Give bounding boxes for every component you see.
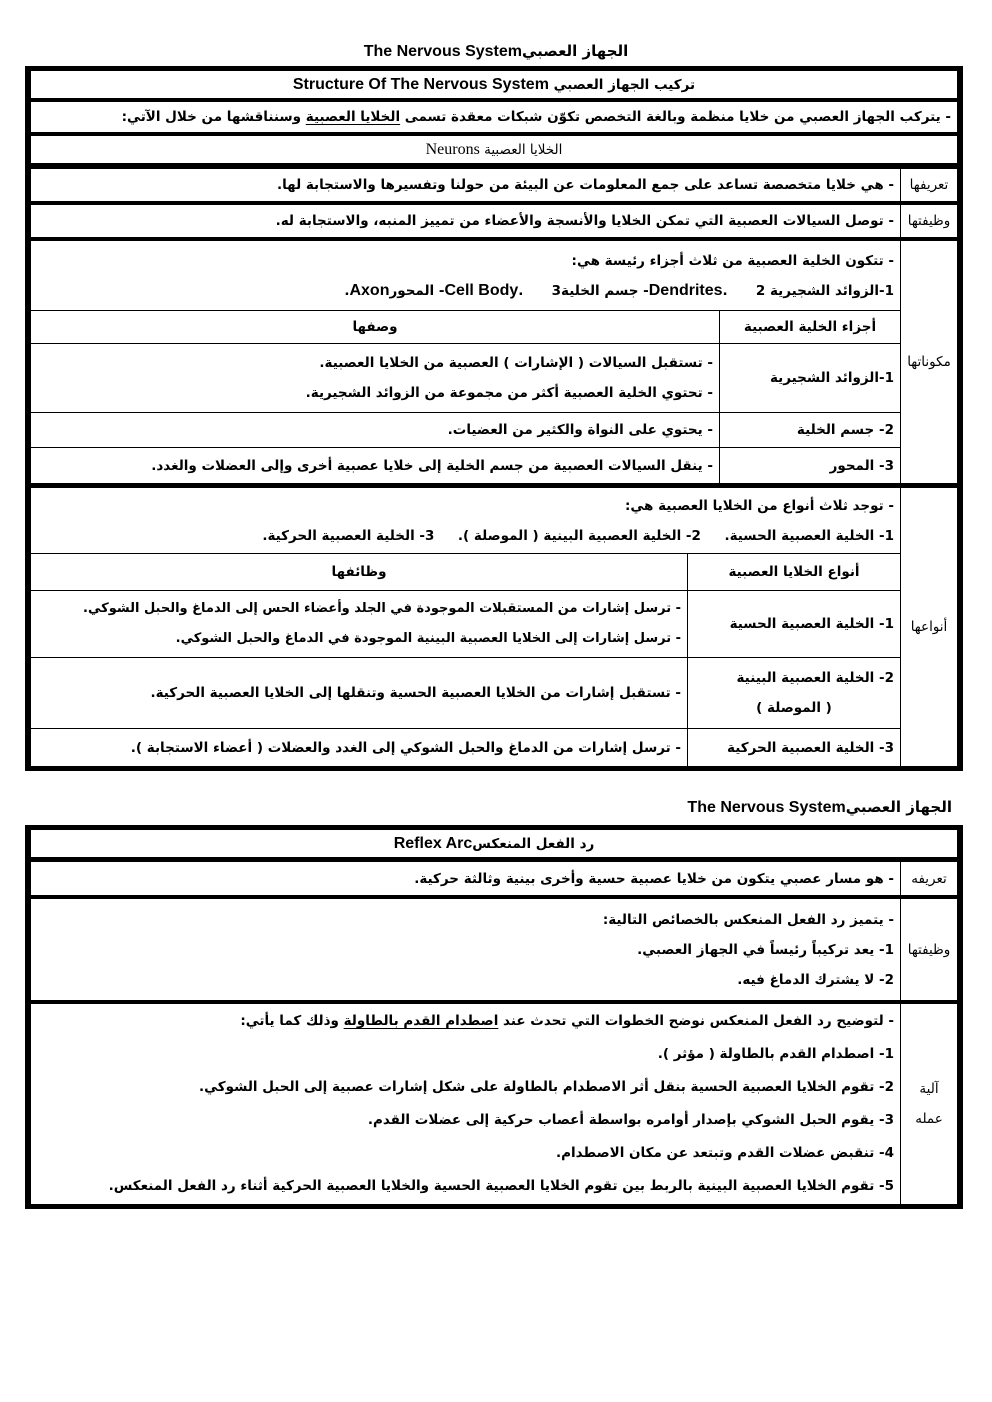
col-desc-header [30,310,720,344]
components-list [37,276,894,306]
desc-cell [30,343,720,413]
header-ar: رد الفعل المنعكس [472,835,595,852]
definition-text [30,168,901,202]
components-intro [30,240,901,311]
func-line: - ترسل إشارات من المستقبلات الموجودة في الجلد وأعضاء الحس إلى الدماغ والحبل الشوكي. [83,601,681,616]
type-name: 2- الخلية العصبية البينية [736,670,894,686]
components-label: مكوناتها [900,240,958,484]
header-ar: تركيب الجهاز العصبي [553,76,696,93]
title-ar: الجهاز العصبي [845,798,952,816]
col-desc-text: وصفها [352,319,398,335]
type-name: 1- الخلية العصبية الحسية [729,616,894,632]
page-title [0,42,992,61]
reflex-function-text [30,898,901,1001]
part-cell [719,412,901,448]
part-2-ar: 2- جسم الخلية [561,282,766,299]
neurons-heading [30,135,958,164]
col-type-text: أنواع الخلايا العصبية [728,564,860,580]
reflex-definition-text [30,861,901,896]
neurons-ar: الخلايا العصبية [479,141,563,158]
desc-line: - يحتوي على النواة والكثير من العضيات. [447,422,713,438]
type-name-sub: ( الموصلة ) [756,700,832,716]
mechanism-label-2: عمله [915,1111,943,1127]
mechanism-label-1: آلية [919,1081,939,1097]
step-line: 2- تقوم الخلايا العصبية الحسية بنقل أثر الاصطدام بالطاولة على شكل إشارات عصبية إلى الحبل الشوكي. [199,1079,894,1095]
part-1-end: . [722,282,728,299]
function-line: 1- يعد تركيباً رئيساً في الجهاز العصبي. [637,941,894,958]
intro-text-end: وسنناقشها من خلال الآتي: [121,109,306,125]
reflex-header [30,829,958,858]
part-name: 2- جسم الخلية [796,422,894,438]
col-part-header [719,310,901,344]
part-1-ar: 1-الزوائد الشجيرية [765,282,894,299]
type-item: 2- الخلية العصبية البينية ( الموصلة ). [457,527,701,544]
intro-row [30,101,958,133]
reflex-definition-label: تعريفه [900,861,958,896]
part-3-ar: 3- المحور [389,282,562,299]
types-intro [30,487,901,554]
desc-line: - ينقل السيالات العصبية من جسم الخلية إلى خلايا عصبية أخرى وإلى العضلات والغدد. [151,457,713,474]
part-cell [719,343,901,413]
types-intro-line: - توجد ثلاث أنواع من الخلايا العصبية هي: [624,497,894,514]
page2-title [687,798,952,817]
type-cell [687,657,901,729]
type-item: 3- الخلية العصبية الحركية. [262,527,435,544]
step-line: 4- تنقبض عضلات القدم وتبتعد عن مكان الاصطدام. [556,1145,894,1161]
types-list [37,521,894,551]
intro-text: - يتركب الجهاز العصبي من خلايا منظمة وبالغة التخصص تكوّن شبكات معقدة تسمى [400,109,951,125]
mechanism-underlined: اصطدام القدم بالطاولة [343,1013,499,1029]
type-cell [687,590,901,658]
title-en: The Nervous System [687,799,846,816]
part-cell [719,447,901,484]
desc-cell [30,412,720,448]
reflex-function-label: وظيفتها [900,898,958,1001]
step-line: 3- يقوم الحبل الشوكي بإصدار أوامره بواسطة أعصاب حركية إلى عضلات القدم. [367,1112,894,1128]
col-part-text: أجزاء الخلية العصبية [743,319,877,335]
part-2-end: . [518,282,524,299]
col-func-header [30,553,688,591]
type-cell [687,728,901,767]
part-2-en: Cell Body [444,281,519,299]
part-name: 3- المحور [829,457,894,474]
types-label: أنواعها [900,487,958,767]
table-header [30,70,958,99]
definition-label: تعريفها [900,168,958,202]
mechanism-intro-end: وذلك كما يأتي: [240,1013,344,1029]
desc-line: - تحتوي الخلية العصبية أكثر من مجموعة من الزوائد الشجيرية. [305,385,713,401]
intro-underlined: الخلايا العصبية [305,109,401,125]
func-line: - ترسل إشارات إلى الخلايا العصبية البينية الموجودة في الدماغ والحبل الشوكي. [175,631,681,646]
definition-line: - هو مسار عصبي يتكون من خلايا عصبية حسية وأخرى بينية وثالثة حركية. [414,870,894,887]
type-name: 3- الخلية العصبية الحركية [727,739,894,756]
definition-line: - هي خلايا متخصصة تساعد على جمع المعلومات عن البيئة من حولنا وتفسيرها والاستجابة لها. [276,177,894,193]
desc-cell [30,447,720,484]
header-en: Structure Of The Nervous System [292,75,549,93]
mechanism-intro: - لتوضيح رد الفعل المنعكس نوضح الخطوات التي تحدث عند [498,1013,894,1029]
mechanism-label [900,1003,958,1205]
part-3-en: Axon [349,281,390,299]
func-cell [30,657,688,729]
part-name: 1-الزوائد الشجيرية [769,370,894,386]
components-intro-line: - تتكون الخلية العصبية من ثلاث أجزاء رئيسة هي: [571,252,894,269]
type-item: 1- الخلية العصبية الحسية. [724,527,894,544]
step-line: 5- تقوم الخلايا العصبية البينية بالربط بين تقوم الخلايا العصبية الحسية والخلايا العصبية الحركية أثناء رد الفعل المنعكس. [108,1178,894,1194]
func-line: - ترسل إشارات من الدماغ والحبل الشوكي إلى الغدد والعضلات ( أعضاء الاستجابة ). [130,739,681,756]
step-line: 1- اصطدام القدم بالطاولة ( مؤثر ). [657,1046,894,1062]
part-3-end: . [344,282,350,299]
col-type-header [687,553,901,591]
desc-line: - تستقبل السيالات ( الإشارات ) العصبية من الخلايا العصبية. [319,355,713,371]
function-line: - يتميز رد الفعل المنعكس بالخصائص التالية: [602,911,894,928]
func-cell [30,590,688,658]
function-line: 2- لا يشترك الدماغ فيه. [737,971,894,988]
mechanism-text [30,1003,901,1205]
header-en: Reflex Arc [393,834,473,852]
function-label: وظيفتها [900,204,958,238]
func-cell [30,728,688,767]
func-line: - تستقبل إشارات من الخلايا العصبية الحسية وتنقلها إلى الخلايا العصبية الحركية. [150,685,681,701]
function-text [30,204,901,238]
title-en: The Nervous System [363,43,522,60]
title-ar: الجهاز العصبي [521,42,629,60]
col-func-text: وظائفها [331,564,387,580]
part-1-en: Dendrites [648,281,723,299]
neurons-en: Neurons [425,140,480,158]
function-line: - توصل السيالات العصبية التي تمكن الخلايا والأنسجة والأعضاء من تمييز المنبه، والاستجابة له. [275,213,894,229]
